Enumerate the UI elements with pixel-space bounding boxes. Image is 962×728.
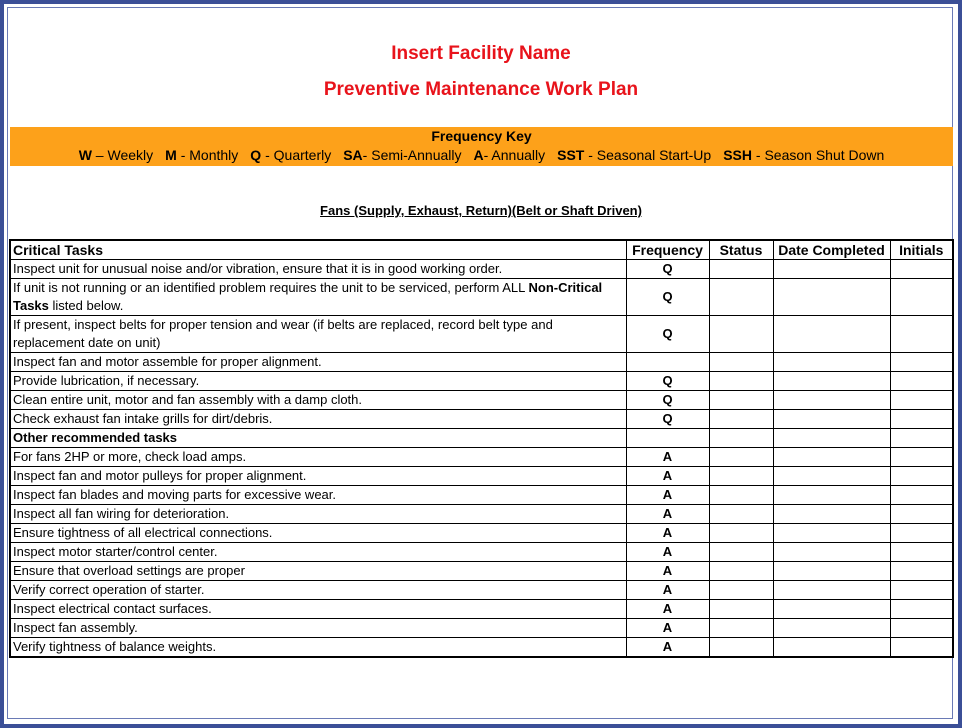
table-row <box>10 580 953 599</box>
frequency-key-band <box>10 127 953 166</box>
frequency-key-item <box>723 147 884 163</box>
frequency-cell: Q <box>626 315 709 352</box>
frequency-key-item <box>79 147 153 163</box>
initials-cell[interactable] <box>890 371 953 390</box>
task-cell <box>10 637 626 657</box>
task-text: Ensure that overload settings are proper <box>13 562 245 578</box>
status-cell[interactable] <box>709 599 773 618</box>
date-completed-cell[interactable] <box>773 409 890 428</box>
frequency-key-separator: - <box>752 147 765 163</box>
frequency-cell: A <box>626 447 709 466</box>
task-cell <box>10 259 626 278</box>
date-completed-cell[interactable] <box>773 428 890 447</box>
status-cell[interactable] <box>709 447 773 466</box>
frequency-key-separator: - <box>483 147 492 163</box>
frequency-cell: A <box>626 523 709 542</box>
date-completed-cell[interactable] <box>773 466 890 485</box>
frequency-key-item <box>343 147 461 163</box>
task-text: Inspect unit for unusual noise and/or vibration, ensure that it is in good working order. <box>13 260 503 276</box>
initials-cell[interactable] <box>890 259 953 278</box>
initials-cell[interactable] <box>890 278 953 315</box>
frequency-key-item <box>557 147 711 163</box>
facility-name: Insert Facility Name <box>391 43 571 64</box>
task-cell <box>10 523 626 542</box>
date-completed-cell[interactable] <box>773 278 890 315</box>
task-text: Clean entire unit, motor and fan assembly with a damp cloth. <box>13 391 363 407</box>
table-row <box>10 637 953 657</box>
status-cell[interactable] <box>709 580 773 599</box>
task-cell <box>10 390 626 409</box>
status-cell[interactable] <box>709 409 773 428</box>
frequency-cell: A <box>626 599 709 618</box>
date-completed-cell[interactable] <box>773 504 890 523</box>
table-row <box>10 371 953 390</box>
task-text: Check exhaust fan intake grills for dirt/debris. <box>13 410 273 426</box>
status-cell[interactable] <box>709 542 773 561</box>
column-header-task: Critical Tasks <box>10 240 626 259</box>
date-completed-cell[interactable] <box>773 390 890 409</box>
frequency-cell: Q <box>626 278 709 315</box>
task-text: Inspect fan assembly. <box>13 619 138 635</box>
table-row <box>10 618 953 637</box>
column-header-status: Status <box>709 240 773 259</box>
task-cell <box>10 561 626 580</box>
frequency-key-code: Q <box>250 147 262 163</box>
plan-title: Preventive Maintenance Work Plan <box>323 79 639 100</box>
table-row <box>10 447 953 466</box>
frequency-key-label: Season Shut Down <box>764 147 885 163</box>
status-cell[interactable] <box>709 315 773 352</box>
table-row <box>10 409 953 428</box>
task-text: Provide lubrication, if necessary. <box>13 372 200 388</box>
column-header-frequency: Frequency <box>626 240 709 259</box>
task-text: Ensure tightness of all electrical connections. <box>13 524 273 540</box>
frequency-cell: A <box>626 618 709 637</box>
table-row <box>10 352 953 371</box>
initials-cell[interactable] <box>890 352 953 371</box>
frequency-cell: Q <box>626 409 709 428</box>
date-completed-cell[interactable] <box>773 523 890 542</box>
table-row <box>10 561 953 580</box>
initials-cell[interactable] <box>890 523 953 542</box>
date-completed-cell[interactable] <box>773 371 890 390</box>
table-row <box>10 390 953 409</box>
frequency-key-separator: - <box>362 147 372 163</box>
frequency-cell: Q <box>626 259 709 278</box>
frequency-key-code: A <box>473 147 484 163</box>
tasks-table-body <box>10 259 953 657</box>
frequency-key-code: SST <box>557 147 585 163</box>
initials-cell[interactable] <box>890 466 953 485</box>
task-text: Inspect electrical contact surfaces. <box>13 600 212 616</box>
initials-cell[interactable] <box>890 637 953 657</box>
initials-cell[interactable] <box>890 315 953 352</box>
frequency-key-separator: - <box>261 147 274 163</box>
task-text: Other recommended tasks <box>13 429 178 445</box>
task-cell <box>10 371 626 390</box>
table-row <box>10 504 953 523</box>
task-text: If present, inspect belts for proper tension and wear (if belts are replaced, record belt type and replacement date on unit) <box>13 316 553 350</box>
frequency-cell: A <box>626 637 709 657</box>
date-completed-cell[interactable] <box>773 618 890 637</box>
initials-cell[interactable] <box>890 504 953 523</box>
initials-cell[interactable] <box>890 485 953 504</box>
task-cell <box>10 428 626 447</box>
task-text: Verify correct operation of starter. <box>13 581 205 597</box>
date-completed-cell[interactable] <box>773 485 890 504</box>
task-text-emphasis: Non-Critical Tasks <box>13 279 603 313</box>
task-cell <box>10 409 626 428</box>
status-cell[interactable] <box>709 352 773 371</box>
table-row <box>10 523 953 542</box>
task-text: Inspect all fan wiring for deterioration. <box>13 505 230 521</box>
task-cell <box>10 485 626 504</box>
tasks-table <box>9 239 954 658</box>
date-completed-cell[interactable] <box>773 542 890 561</box>
frequency-cell: Q <box>626 390 709 409</box>
date-completed-cell[interactable] <box>773 561 890 580</box>
task-cell <box>10 278 626 315</box>
frequency-cell: Q <box>626 371 709 390</box>
initials-cell[interactable] <box>890 428 953 447</box>
frequency-cell: A <box>626 504 709 523</box>
frequency-key-label: Semi-Annually <box>371 147 462 163</box>
status-cell[interactable] <box>709 637 773 657</box>
frequency-key-label: Weekly <box>107 147 154 163</box>
frequency-key-label: Annually <box>491 147 546 163</box>
initials-cell[interactable] <box>890 542 953 561</box>
task-text: Inspect fan blades and moving parts for excessive wear. <box>13 486 337 502</box>
date-completed-cell[interactable] <box>773 447 890 466</box>
frequency-key-code: W <box>78 147 92 163</box>
status-cell[interactable] <box>709 504 773 523</box>
status-cell[interactable] <box>709 561 773 580</box>
date-completed-cell[interactable] <box>773 352 890 371</box>
status-cell[interactable] <box>709 485 773 504</box>
frequency-key-separator: – <box>91 147 108 163</box>
initials-cell[interactable] <box>890 447 953 466</box>
task-cell <box>10 352 626 371</box>
task-text-tail: listed below. <box>48 297 124 313</box>
task-cell <box>10 599 626 618</box>
task-cell <box>10 466 626 485</box>
table-row <box>10 599 953 618</box>
task-cell <box>10 315 626 352</box>
table-row <box>10 259 953 278</box>
frequency-cell <box>626 428 709 447</box>
status-cell[interactable] <box>709 278 773 315</box>
initials-cell[interactable] <box>890 390 953 409</box>
frequency-cell: A <box>626 542 709 561</box>
date-completed-cell[interactable] <box>773 259 890 278</box>
initials-cell[interactable] <box>890 618 953 637</box>
status-cell[interactable] <box>709 618 773 637</box>
date-completed-cell[interactable] <box>773 599 890 618</box>
frequency-key-item <box>250 147 331 163</box>
initials-cell[interactable] <box>890 409 953 428</box>
frequency-key-item <box>165 147 238 163</box>
frequency-key-code: SA <box>343 147 363 163</box>
frequency-cell: A <box>626 580 709 599</box>
date-completed-cell[interactable] <box>773 315 890 352</box>
frequency-key-title: Frequency Key <box>431 128 532 144</box>
frequency-key-items <box>10 147 953 163</box>
frequency-cell: A <box>626 466 709 485</box>
task-cell <box>10 580 626 599</box>
frequency-key-code: M <box>165 147 177 163</box>
table-row <box>10 542 953 561</box>
status-cell[interactable] <box>709 259 773 278</box>
table-row <box>10 485 953 504</box>
task-text: Inspect fan and motor assemble for proper alignment. <box>13 353 322 369</box>
task-text: Inspect fan and motor pulleys for proper alignment. <box>13 467 307 483</box>
frequency-key-code: SSH <box>723 147 752 163</box>
frequency-cell: A <box>626 561 709 580</box>
status-cell[interactable] <box>709 371 773 390</box>
task-cell <box>10 447 626 466</box>
column-header-date-completed: Date Completed <box>773 240 890 259</box>
table-row <box>10 466 953 485</box>
status-cell[interactable] <box>709 523 773 542</box>
date-completed-cell[interactable] <box>773 580 890 599</box>
status-cell[interactable] <box>709 390 773 409</box>
initials-cell[interactable] <box>890 580 953 599</box>
table-header-row <box>10 240 953 259</box>
task-cell <box>10 618 626 637</box>
task-text: Inspect motor starter/control center. <box>13 543 218 559</box>
frequency-key-label: Quarterly <box>273 147 332 163</box>
frequency-key-label: Monthly <box>189 147 239 163</box>
task-text: For fans 2HP or more, check load amps. <box>13 448 247 464</box>
frequency-key-separator: - <box>584 147 597 163</box>
frequency-key-label: Seasonal Start-Up <box>596 147 712 163</box>
frequency-key-item <box>474 147 546 163</box>
frequency-cell <box>626 352 709 371</box>
task-cell <box>10 504 626 523</box>
task-cell <box>10 542 626 561</box>
date-completed-cell[interactable] <box>773 637 890 657</box>
column-header-initials: Initials <box>890 240 953 259</box>
frequency-cell: A <box>626 485 709 504</box>
table-group-row <box>10 428 953 447</box>
task-text: If unit is not running or an identified problem requires the unit to be serviced, perform ALL <box>13 279 529 295</box>
initials-cell[interactable] <box>890 599 953 618</box>
status-cell[interactable] <box>709 428 773 447</box>
task-text: Verify tightness of balance weights. <box>13 638 217 654</box>
status-cell[interactable] <box>709 466 773 485</box>
table-row <box>10 278 953 315</box>
frequency-key-separator: - <box>176 147 190 163</box>
section-title: Fans (Supply, Exhaust, Return)(Belt or Shaft Driven) <box>320 203 642 218</box>
table-row <box>10 315 953 352</box>
initials-cell[interactable] <box>890 561 953 580</box>
